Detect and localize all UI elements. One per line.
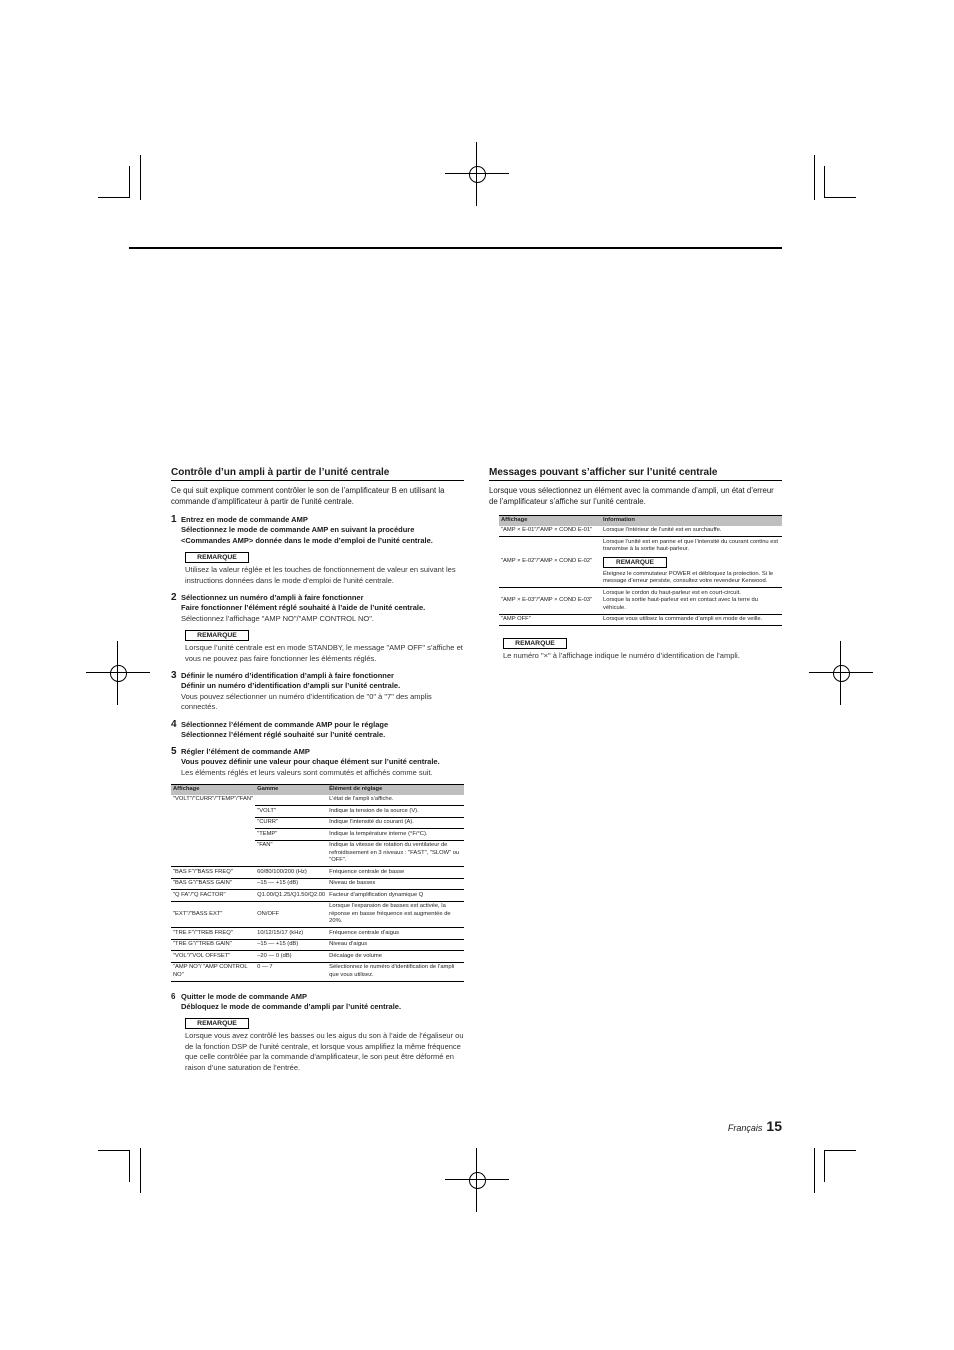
remark-badge: REMARQUE — [185, 630, 249, 641]
step-detail: Vous pouvez sélectionner un numéro d’identification de "0" à "7" des amplis connectés. — [181, 691, 432, 711]
table-header: Information — [601, 516, 782, 526]
registration-mark-top — [445, 142, 509, 206]
table-row: "TRE G"/"TREB GAIN" –15 — +15 (dB) Niveau d’aigus — [171, 939, 464, 951]
right-column — [489, 467, 782, 662]
left-column — [171, 467, 464, 1080]
step-number: 2 — [171, 592, 177, 603]
step-instruction: Sélectionnez l’élément réglé souhaité sur l’unité centrale. — [181, 729, 386, 739]
info-text: Lorsque l’unité est en panne et que l’intensité du courant continu est transmise à la sortie haut-parleur. — [603, 538, 778, 552]
crop-mark — [824, 1150, 856, 1151]
step-instruction: Débloquez le mode de commande d’ampli par l’unité centrale. — [181, 1001, 402, 1011]
remark-badge: REMARQUE — [185, 552, 249, 563]
crop-mark — [140, 1148, 141, 1193]
step-detail: Les éléments réglés et leurs valeurs sont commutés et affichés comme suit. — [181, 767, 433, 777]
table-row: "VOL"/"VOL OFFSET" –20 — 0 (dB) Décalage de volume — [171, 951, 464, 963]
table-row: "Q FA"/"Q FACTOR" Q1.00/Q1.25/Q1.50/Q2.00 Facteur d’amplification dynamique Q — [171, 890, 464, 902]
table-header: Élément de réglage — [327, 785, 464, 795]
step-title: Régler l’élément de commande AMP — [181, 747, 310, 756]
table-row: "CURR" Indique l’intensité du courant (A). — [171, 817, 464, 829]
step-5 — [171, 747, 464, 778]
section-title-messages: Messages pouvant s’afficher sur l’unité centrale — [489, 467, 782, 481]
info-text: Éteignez le commutateur POWER et débloquez la protection. Si le message d’erreur persiste, consultez votre revendeur Kenwood. — [603, 570, 774, 584]
step-instruction: Définir un numéro d’identification d’ampli sur l’unité centrale. — [181, 681, 401, 690]
registration-mark-right — [809, 641, 873, 705]
crop-mark — [824, 166, 825, 198]
info-text: Lorsque la sortie haut-parleur est en contact avec la terre du véhicule. — [603, 597, 758, 611]
remark-badge: REMARQUE — [503, 638, 567, 649]
remark-badge: REMARQUE — [603, 557, 667, 568]
step-title: Entrez en mode de commande AMP — [181, 515, 308, 524]
crop-mark — [129, 1150, 130, 1182]
crop-mark — [814, 1148, 815, 1193]
remark-text: Lorsque vous avez contrôlé les basses ou les aigus du son à l’aide de l’égaliseur ou de la fonction DSP de l’unité centrale, et lorsque vous amplifiez la même fréquence que celle contrôlée par la commande d’amplificateur, le son peut être déformé en raison d’une saturation de l’entrée. — [185, 1031, 464, 1072]
crop-mark — [814, 155, 815, 200]
intro-text: Lorsque vous sélectionnez un élément avec la commande d’ampli, un état d’erreur de l’amplificateur s’affiche sur l’unité centrale. — [489, 486, 774, 506]
remark-text: Lorsque l’unité centrale est en mode STANDBY, le message "AMP OFF" s’affiche et vous ne pouvez pas faire fonctionner les éléments réglés. — [185, 643, 463, 663]
page-number: 15 — [766, 1118, 782, 1134]
error-messages-table — [499, 515, 782, 626]
step-instruction: Faire fonctionner l’élément réglé souhaité à l’aide de l’unité centrale. — [181, 603, 426, 612]
header-rule — [129, 247, 782, 249]
info-text: Lorsque le cordon du haut-parleur est en court-circuit. — [603, 589, 741, 596]
step-number: 1 — [171, 514, 177, 525]
table-row: "VOLT"/"CURR"/"TEMP"/"FAN" L’état de l’ampli s’affiche. — [171, 795, 464, 806]
table-row: "AMP × E-03"/"AMP × COND E-03" Lorsque le cordon du haut-parleur est en court-circuit. Lorsque la sortie haut-parleur est en contact avec la terre du véhicule. — [499, 588, 782, 615]
step-instruction: Sélectionnez le mode de commande AMP en suivant la procédure <Commandes AMP> donnée dans le mode d’emploi de l’unité centrale. — [181, 525, 433, 545]
step-number: 3 — [171, 670, 177, 681]
step-1 — [171, 515, 464, 586]
table-row: "EXT"/"BASS EXT" ON/OFF Lorsque l’expansion de basses est activée, la réponse en basse fréquence est augmentée de 20%. — [171, 901, 464, 928]
step-title: Quitter le mode de commande AMP — [181, 991, 307, 1001]
crop-mark — [140, 155, 141, 200]
step-6 — [171, 992, 464, 1074]
registration-mark-bottom — [445, 1148, 509, 1212]
step-title: Sélectionnez l’élément de commande AMP pour le réglage — [181, 719, 389, 729]
page-footer — [700, 1118, 782, 1136]
table-header: Affichage — [171, 785, 255, 795]
step-number: 4 — [171, 718, 177, 730]
table-row: "AMP × E-02"/"AMP × COND E-02" Lorsque l’unité est en panne et que l’intensité du courant continu est transmise à la sortie haut-parleur. REMARQUE Éteignez le commutateur POWER et débloquez la protection. Si le message d’erreur persiste, consultez votre revendeur Kenwood. — [499, 537, 782, 588]
step-instruction: Vous pouvez définir une valeur pour chaque élément sur l’unité centrale. — [181, 757, 440, 766]
remark-text: Utilisez la valeur réglée et les touches de fonctionnement de valeur en suivant les instructions données dans le mode d’emploi de l’unité centrale. — [185, 565, 456, 585]
step-2 — [171, 593, 464, 664]
step-title: Sélectionnez un numéro d’ampli à faire fonctionner — [181, 593, 364, 602]
step-number: 6 — [171, 991, 176, 1001]
table-row: "BAS G"/"BASS GAIN" –15 — +15 (dB) Niveau de basses — [171, 878, 464, 890]
intro-text: Ce qui suit explique comment contrôler le son de l’amplificateur B en utilisant la commande d’amplificateur à partir de l’unité centrale. — [171, 486, 445, 506]
table-header: Gamme — [255, 785, 327, 795]
table-row: "VOLT" Indique la tension de la source (V). — [171, 806, 464, 818]
amp-settings-table — [171, 784, 464, 982]
step-3 — [171, 671, 464, 713]
crop-mark — [824, 197, 856, 198]
crop-mark — [824, 1150, 825, 1182]
table-row: "TEMP" Indique la température interne (°F/°C). — [171, 829, 464, 841]
crop-mark — [98, 1150, 130, 1151]
step-detail: Sélectionnez l’affichage "AMP NO"/"AMP CONTROL NO". — [181, 613, 374, 623]
remark-badge: REMARQUE — [185, 1018, 249, 1029]
step-title: Définir le numéro d’identification d’ampli à faire fonctionner — [181, 671, 394, 680]
table-row: "AMP OFF" Lorsque vous utilisez la commande d’ampli en mode de veille. — [499, 614, 782, 626]
step-number: 5 — [171, 746, 177, 757]
crop-mark — [98, 197, 130, 198]
table-row: "TRE F"/"TREB FREQ" 10/12/15/17 (kHz) Fréquence centrale d’aigus — [171, 928, 464, 940]
section-title-amp-control: Contrôle d’un ampli à partir de l’unité centrale — [171, 467, 464, 481]
table-row: "AMP NO"/ "AMP CONTROL NO" 0 — 7 Sélectionnez le numéro d’identification de l’ampli que vous utilisez. — [171, 962, 464, 981]
table-row: "FAN" Indique la vitesse de rotation du ventilateur de refroidissement en 3 niveaux : "FAST", "SLOW" ou "OFF". — [171, 840, 464, 867]
crop-mark — [129, 166, 130, 198]
language-label: Français — [727, 1123, 763, 1133]
table-header: Affichage — [499, 516, 601, 526]
remark-text: Le numéro "×" à l’affichage indique le numéro d’identification de l’ampli. — [503, 651, 740, 660]
table-row: "BAS F"/"BASS FREQ" 60/80/100/200 (Hz) Fréquence centrale de basse — [171, 867, 464, 879]
step-4 — [171, 720, 464, 741]
table-row: "AMP × E-01"/"AMP × COND E-01" Lorsque l’intérieur de l’unité est en surchauffe. — [499, 526, 782, 537]
registration-mark-left — [86, 641, 150, 705]
